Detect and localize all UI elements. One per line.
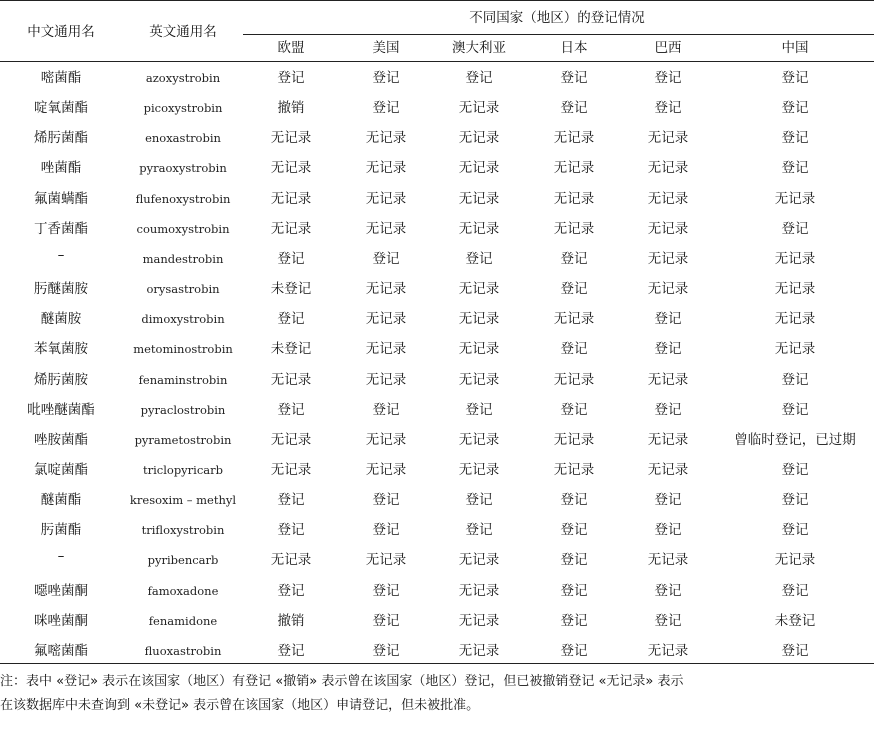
chinese-name-cell: 唑菌酯 (40, 160, 82, 177)
status-cell: 无记录 (365, 341, 407, 358)
status-cell: 无记录 (270, 461, 312, 478)
status-cell: 无记录 (458, 612, 500, 629)
status-cell: 无记录 (270, 130, 312, 147)
chinese-name-cell: 丁香菌酯 (34, 220, 88, 237)
status-cell: 登记 (277, 70, 305, 86)
english-name-cell: fenamidone (148, 613, 218, 628)
status-cell: 登记 (781, 371, 809, 388)
status-cell: 登记 (781, 100, 809, 117)
table-note-line-1: 注：表中 «登记» 表示在该国家（地区）有登记 «撤销» 表示曾在该国家（地区）登记，但已被撤销登记 «无记录» 表示 (0, 674, 684, 689)
status-cell: 无记录 (458, 311, 500, 328)
english-name-cell: mandestrobin (142, 251, 224, 266)
status-cell: 无记录 (365, 552, 407, 569)
status-cell: 登记 (781, 492, 809, 509)
status-cell: 无记录 (458, 431, 500, 448)
status-cell: 无记录 (553, 431, 595, 448)
header-bottom-rule (0, 61, 874, 62)
chinese-name-cell: – (57, 246, 65, 263)
status-cell: 无记录 (647, 281, 689, 298)
status-cell: 登记 (781, 401, 809, 418)
english-name-cell: azoxystrobin (145, 71, 221, 85)
status-cell: 登记 (465, 401, 493, 418)
status-cell: 登记 (277, 642, 305, 659)
status-cell: 无记录 (458, 582, 500, 599)
header-country: 澳大利亚 (452, 40, 506, 56)
status-cell: 无记录 (458, 130, 500, 147)
english-name-cell: fenaminstrobin (138, 372, 228, 387)
status-cell: 登记 (560, 492, 588, 509)
english-name-cell: enoxastrobin (145, 131, 221, 146)
status-cell: 无记录 (647, 461, 689, 478)
status-cell: 无记录 (774, 281, 816, 298)
status-cell: 登记 (781, 220, 809, 237)
header-english-name: 英文通用名 (149, 24, 217, 40)
english-name-cell: triclopyricarb (142, 462, 224, 477)
status-cell: 无记录 (647, 250, 689, 267)
header-group-rule (243, 34, 874, 35)
status-cell: 无记录 (458, 281, 500, 298)
english-name-cell: trifloxystrobin (141, 523, 225, 538)
status-cell: 无记录 (365, 220, 407, 237)
english-name-cell: metominostrobin (133, 342, 233, 357)
status-cell: 登记 (277, 250, 305, 267)
chinese-name-cell: 氟嘧菌酯 (34, 642, 88, 659)
status-cell: 登记 (781, 160, 809, 177)
status-cell: 曾临时登记，已过期 (734, 431, 856, 448)
status-cell: 登记 (372, 522, 400, 539)
status-cell: 无记录 (270, 371, 312, 388)
status-cell: 无记录 (458, 642, 500, 659)
status-cell: 无记录 (647, 431, 689, 448)
status-cell: 登记 (654, 100, 682, 117)
status-cell: 登记 (560, 281, 588, 298)
header-country: 巴西 (654, 40, 682, 56)
english-name-cell: kresoxim – methyl (129, 493, 237, 508)
status-cell: 无记录 (774, 552, 816, 569)
status-cell: 无记录 (458, 341, 500, 358)
status-cell: 登记 (560, 250, 588, 267)
status-cell: 登记 (372, 70, 400, 86)
status-cell: 无记录 (774, 250, 816, 267)
english-name-cell: fluoxastrobin (144, 643, 222, 658)
table-note-line-2: 在该数据库中未查询到 «未登记» 表示曾在该国家（地区）申请登记，但未被批准。 (0, 698, 480, 713)
chinese-name-cell: 氟菌螨酯 (34, 190, 88, 207)
english-name-cell: pyrametostrobin (134, 432, 232, 447)
status-cell: 登记 (560, 341, 588, 358)
status-cell: 无记录 (774, 311, 816, 328)
status-cell: 无记录 (365, 281, 407, 298)
status-cell: 无记录 (774, 341, 816, 358)
chinese-name-cell: 嘧菌酯 (40, 70, 82, 86)
chinese-name-cell: 醚菌胺 (40, 311, 82, 328)
english-name-cell: dimoxystrobin (141, 312, 225, 327)
status-cell: 登记 (560, 100, 588, 117)
chinese-name-cell: 烯肟菌酯 (34, 130, 88, 147)
status-cell: 无记录 (553, 130, 595, 147)
status-cell: 无记录 (553, 461, 595, 478)
status-cell: 无记录 (647, 190, 689, 207)
status-cell: 登记 (277, 582, 305, 599)
status-cell: 无记录 (774, 190, 816, 207)
status-cell: 无记录 (270, 552, 312, 569)
status-cell: 登记 (654, 70, 682, 86)
header-country: 美国 (372, 40, 400, 56)
status-cell: 登记 (465, 70, 493, 86)
status-cell: 未登记 (270, 341, 312, 358)
status-cell: 无记录 (458, 190, 500, 207)
status-cell: 撤销 (277, 100, 305, 117)
status-cell: 无记录 (647, 642, 689, 659)
header-country: 欧盟 (277, 40, 305, 56)
status-cell: 登记 (560, 582, 588, 599)
chinese-name-cell: 醚菌酯 (40, 492, 82, 509)
status-cell: 登记 (654, 582, 682, 599)
status-cell: 登记 (560, 642, 588, 659)
status-cell: 登记 (372, 582, 400, 599)
status-cell: 登记 (560, 401, 588, 418)
chinese-name-cell: 苯氧菌胺 (34, 341, 88, 358)
chinese-name-cell: – (57, 548, 65, 565)
chinese-name-cell: 啶氧菌酯 (34, 100, 88, 117)
english-name-cell: pyraoxystrobin (139, 161, 227, 176)
status-cell: 登记 (277, 522, 305, 539)
status-cell: 登记 (372, 100, 400, 117)
status-cell: 登记 (372, 612, 400, 629)
status-cell: 登记 (465, 522, 493, 539)
english-name-cell: orysastrobin (146, 282, 220, 297)
status-cell: 无记录 (270, 190, 312, 207)
header-registration-status: 不同国家（地区）的登记情况 (469, 10, 645, 26)
header-country: 中国 (781, 40, 809, 56)
status-cell: 登记 (277, 311, 305, 328)
status-cell: 登记 (560, 70, 588, 86)
status-cell: 无记录 (458, 160, 500, 177)
status-cell: 无记录 (365, 160, 407, 177)
chinese-name-cell: 唑胺菌酯 (34, 431, 88, 448)
status-cell: 登记 (781, 130, 809, 147)
status-cell: 登记 (781, 70, 809, 86)
status-cell: 登记 (372, 401, 400, 418)
chinese-name-cell: 肟菌酯 (40, 522, 82, 539)
status-cell: 无记录 (647, 130, 689, 147)
status-cell: 撤销 (277, 612, 305, 629)
english-name-cell: coumoxystrobin (136, 221, 230, 236)
status-cell: 无记录 (553, 190, 595, 207)
status-cell: 登记 (465, 492, 493, 509)
status-cell: 登记 (654, 522, 682, 539)
status-cell: 无记录 (458, 461, 500, 478)
status-cell: 未登记 (774, 612, 816, 629)
header-country: 日本 (560, 40, 588, 56)
status-cell: 无记录 (553, 311, 595, 328)
status-cell: 登记 (781, 582, 809, 599)
status-cell: 无记录 (270, 160, 312, 177)
status-cell: 登记 (781, 522, 809, 539)
status-cell: 登记 (781, 642, 809, 659)
status-cell: 无记录 (458, 552, 500, 569)
status-cell: 无记录 (365, 130, 407, 147)
status-cell: 无记录 (647, 552, 689, 569)
status-cell: 登记 (654, 311, 682, 328)
status-cell: 登记 (372, 492, 400, 509)
status-cell: 无记录 (647, 371, 689, 388)
status-cell: 登记 (654, 612, 682, 629)
status-cell: 无记录 (270, 431, 312, 448)
status-cell: 登记 (372, 250, 400, 267)
status-cell: 无记录 (553, 160, 595, 177)
chinese-name-cell: 烯肟菌胺 (34, 371, 88, 388)
status-cell: 无记录 (270, 220, 312, 237)
status-cell: 无记录 (365, 461, 407, 478)
status-cell: 未登记 (270, 281, 312, 298)
status-cell: 登记 (560, 522, 588, 539)
english-name-cell: pyraclostrobin (140, 402, 226, 417)
chinese-name-cell: 氯啶菌酯 (34, 461, 88, 478)
status-cell: 登记 (654, 401, 682, 418)
english-name-cell: picoxystrobin (143, 101, 223, 116)
table-bottom-rule (0, 663, 874, 664)
table-top-rule (0, 0, 874, 1)
status-cell: 无记录 (365, 190, 407, 207)
english-name-cell: pyribencarb (147, 553, 219, 568)
status-cell: 无记录 (365, 431, 407, 448)
status-cell: 登记 (372, 642, 400, 659)
header-chinese-name: 中文通用名 (27, 24, 95, 40)
status-cell: 无记录 (553, 220, 595, 237)
status-cell: 无记录 (458, 371, 500, 388)
english-name-cell: famoxadone (147, 583, 219, 598)
chinese-name-cell: 肟醚菌胺 (34, 281, 88, 298)
status-cell: 无记录 (458, 220, 500, 237)
status-cell: 登记 (654, 341, 682, 358)
chinese-name-cell: 吡唑醚菌酯 (27, 401, 95, 418)
status-cell: 无记录 (365, 371, 407, 388)
status-cell: 无记录 (647, 220, 689, 237)
status-cell: 无记录 (647, 160, 689, 177)
status-cell: 无记录 (553, 371, 595, 388)
english-name-cell: flufenoxystrobin (135, 191, 231, 206)
status-cell: 登记 (560, 612, 588, 629)
status-cell: 登记 (781, 461, 809, 478)
status-cell: 登记 (277, 492, 305, 509)
status-cell: 登记 (465, 250, 493, 267)
status-cell: 无记录 (365, 311, 407, 328)
chinese-name-cell: 噁唑菌酮 (34, 582, 88, 599)
status-cell: 登记 (654, 492, 682, 509)
status-cell: 登记 (277, 401, 305, 418)
status-cell: 无记录 (458, 100, 500, 117)
chinese-name-cell: 咪唑菌酮 (34, 612, 88, 629)
status-cell: 登记 (560, 552, 588, 569)
